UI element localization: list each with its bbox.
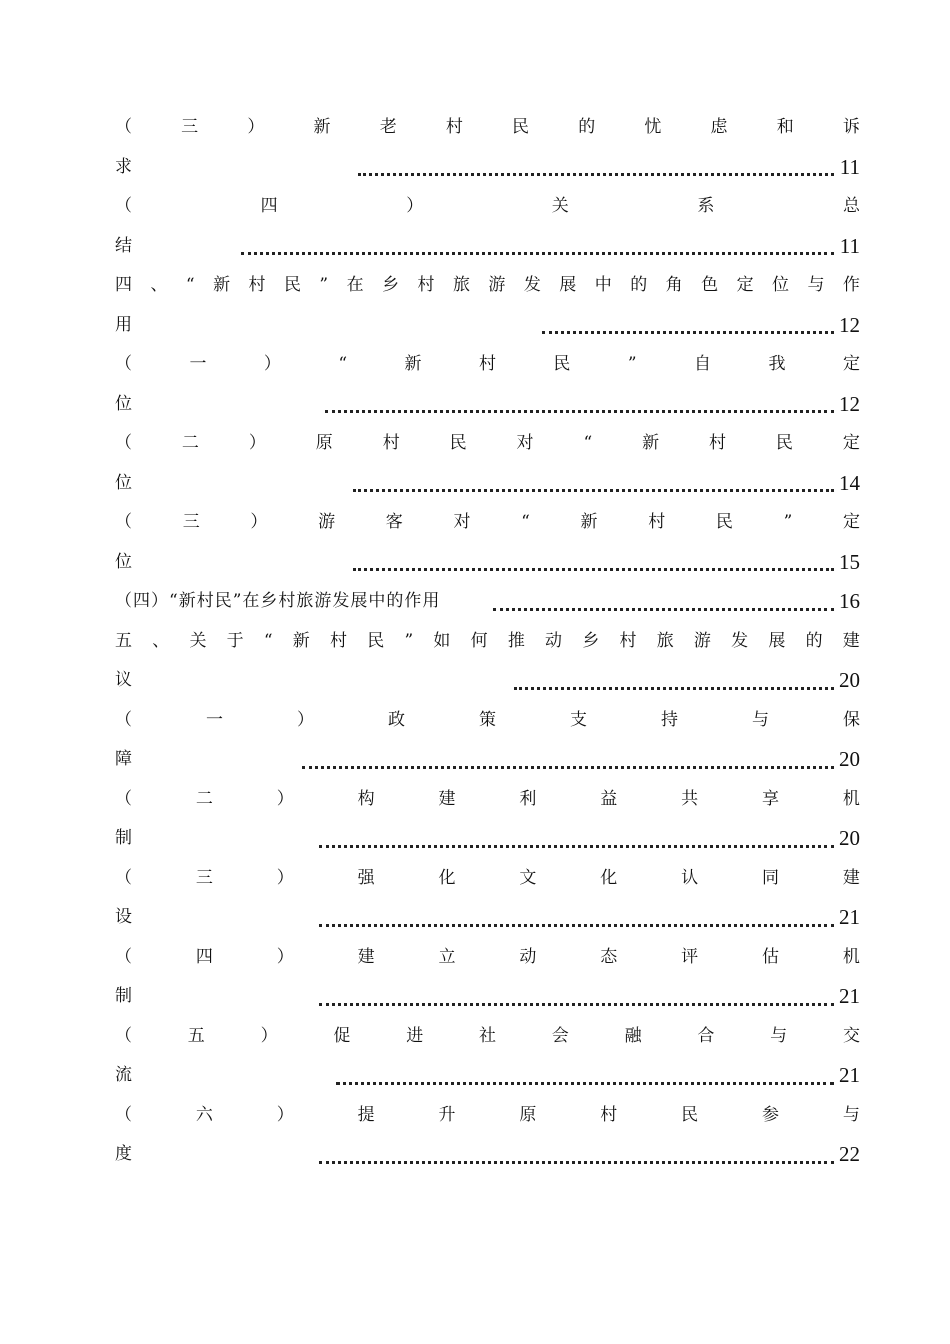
toc-title-char: （ [115,512,132,532]
toc-title-tail: 制 [115,986,132,1006]
table-of-contents [115,108,860,1175]
toc-title-char: （ [115,433,132,453]
toc-title-char: 民 [681,1104,699,1125]
toc-title-char: 中 [594,275,612,295]
toc-entry-title-line [115,780,860,820]
toc-title-char: 村 [330,630,348,651]
toc-title-char: 合 [697,1025,715,1046]
toc-title-char: 策 [479,709,496,730]
toc-title-char: 交 [842,1025,860,1046]
toc-entry-continuation-line [115,227,860,267]
dot-leader [353,489,834,492]
dot-leader [353,568,834,571]
toc-entry-continuation-line [115,661,860,701]
toc-entry[interactable] [115,701,860,780]
toc-title-char: （ [115,1104,132,1125]
toc-title-char: 政 [388,709,405,730]
toc-title-char: 支 [570,709,587,730]
toc-title-char: 定 [736,275,754,295]
toc-title-char: 如 [433,630,451,651]
toc-title-tail: 设 [115,907,132,927]
toc-title-char: 发 [523,275,541,295]
toc-entry-continuation-line [115,1056,860,1096]
toc-title-char: 五 [187,1025,205,1046]
toc-title-char: 五 [115,630,132,651]
toc-entry-title-line [115,187,860,227]
toc-title-char: 与 [807,275,825,295]
toc-title-char: “ [185,275,195,295]
toc-title-char: 的 [630,275,648,295]
toc-title-char: 新 [580,512,598,532]
toc-page-number: 22 [839,1142,860,1166]
toc-title-char: 二 [181,433,199,453]
toc-page-number: 12 [839,391,860,416]
toc-title-char: 民 [367,630,385,651]
toc-entry-continuation-line [115,898,860,938]
toc-entry-title: （四）“新村民”在乡村旅游发展中的作用 [115,591,441,611]
dot-leader [336,1082,834,1085]
toc-title-char: 对 [516,433,534,453]
toc-title-char: 民 [715,512,733,532]
toc-title-char: 构 [357,788,375,809]
toc-title-char: 我 [768,354,786,374]
toc-title-char: ） [276,788,294,809]
dot-leader [325,410,834,413]
toc-entry-title-line [115,622,860,662]
toc-title-char: 享 [762,788,779,809]
toc-title-char: 的 [805,630,823,651]
toc-entry-title-line [115,503,860,543]
toc-title-char: 村 [619,630,637,651]
toc-title-char: 发 [731,630,749,651]
toc-title-char: ） [276,1104,294,1125]
toc-page-number: 15 [839,549,860,574]
toc-entry-title-line [115,424,860,464]
toc-entry[interactable] [115,187,860,266]
toc-entry-title-line [115,345,860,385]
toc-title-tail: 流 [115,1065,132,1085]
toc-title-char: 于 [226,630,244,651]
toc-title-char: 一 [206,709,223,730]
dot-leader [241,252,834,255]
toc-title-char: 色 [701,275,719,295]
toc-title-char: 展 [559,275,577,295]
toc-title-char: 文 [519,867,537,888]
toc-title-char: “ [521,512,530,532]
toc-title-char: 总 [842,196,860,216]
toc-title-char: 同 [762,867,779,888]
toc-title-char: 客 [385,512,403,532]
toc-entry[interactable] [115,1017,860,1096]
toc-title-char: 二 [195,788,213,809]
toc-title-char: 化 [600,867,618,888]
toc-title-char: 估 [762,946,779,967]
toc-title-char: 机 [842,946,860,967]
toc-title-char: ） [276,946,294,967]
toc-title-char: 四 [115,275,132,295]
toc-title-char: 持 [661,709,678,730]
toc-title-char: 与 [842,1104,860,1125]
toc-title-char: 乡 [382,275,400,295]
toc-title-char: 展 [768,630,786,651]
toc-title-char: 民 [775,433,793,453]
toc-page-number: 12 [839,312,860,337]
dot-leader [319,1003,834,1006]
toc-entry-continuation-line [115,385,860,425]
toc-title-char: 新 [404,354,422,374]
toc-page-number: 11 [839,154,860,179]
toc-title-char: ） [250,512,268,532]
toc-title-char: 位 [772,275,790,295]
toc-title-char: 村 [445,117,463,137]
toc-entry-continuation-line [115,740,860,780]
toc-entry-continuation-line [115,306,860,346]
toc-entry[interactable] [115,266,860,345]
toc-title-char: 虑 [710,117,728,137]
toc-title-char: 角 [665,275,683,295]
toc-page-number: 21 [839,984,860,1008]
toc-title-char: 新 [313,117,331,137]
dot-leader [302,766,834,769]
toc-title-char: 民 [512,117,530,137]
toc-entry[interactable] [115,503,860,582]
toc-title-char: 、 [152,630,170,651]
toc-title-char: 村 [382,433,400,453]
toc-title-char: 旅 [452,275,470,295]
toc-entry[interactable] [115,622,860,701]
toc-title-char: 强 [357,867,375,888]
toc-entry[interactable] [115,780,860,859]
toc-entry-title-line [115,938,860,978]
toc-title-char: （ [115,117,132,137]
toc-title-char: 益 [600,788,618,809]
toc-title-char: 在 [346,275,364,295]
toc-title-char: 建 [842,630,860,651]
toc-title-char: 对 [453,512,471,532]
toc-title-char: 游 [318,512,336,532]
toc-title-char: 推 [507,630,525,651]
toc-title-char: 化 [438,867,456,888]
toc-entry-title-line [115,1017,860,1057]
toc-title-char: 自 [694,354,712,374]
toc-title-tail: 用 [115,314,132,335]
toc-entry-line [115,582,860,622]
toc-title-char: 与 [770,1025,788,1046]
toc-title-char: 建 [438,788,456,809]
toc-title-char: ） [248,433,266,453]
toc-title-tail: 障 [115,749,132,769]
toc-title-char: 四 [195,946,213,967]
toc-title-char: “ [338,354,348,374]
toc-title-char: 作 [842,275,860,295]
toc-title-char: ） [263,354,281,374]
toc-title-char: 动 [545,630,563,651]
toc-entry-continuation-line [115,148,860,188]
toc-title-tail: 议 [115,670,132,690]
toc-title-char: 四 [260,196,278,216]
toc-title-char: 参 [762,1104,779,1125]
toc-title-char: 和 [776,117,794,137]
toc-title-char: “ [263,630,273,651]
dot-leader [319,845,834,848]
toc-entry-continuation-line [115,1135,860,1175]
toc-entry[interactable] [115,582,860,622]
toc-entry-title-line [115,266,860,306]
toc-title-char: （ [115,196,132,216]
toc-title-char: 态 [600,946,618,967]
toc-title-char: 升 [438,1104,456,1125]
toc-title-char: 社 [478,1025,496,1046]
toc-title-char: 诉 [842,117,860,137]
toc-title-char: 老 [379,117,397,137]
toc-title-char: 游 [488,275,506,295]
toc-title-char: （ [115,867,132,888]
toc-title-char: 、 [150,275,168,295]
toc-title-char: 建 [357,946,375,967]
toc-entry-continuation-line [115,464,860,504]
toc-title-char: 立 [438,946,456,967]
toc-title-char: 村 [648,512,666,532]
toc-title-tail: 制 [115,828,132,848]
toc-title-char: （ [115,946,132,967]
toc-title-char: 三 [182,512,200,532]
toc-title-tail: 求 [115,156,132,177]
toc-title-char: 关 [551,196,569,216]
toc-title-tail: 位 [115,551,132,572]
toc-title-char: 村 [478,354,496,374]
toc-title-char: 定 [842,354,860,374]
toc-title-char: ） [247,117,265,137]
toc-title-char: 共 [681,788,699,809]
toc-title-tail: 位 [115,472,132,493]
toc-title-char: 六 [195,1104,213,1125]
toc-title-char: 的 [578,117,596,137]
toc-entry-continuation-line [115,543,860,583]
toc-page-number: 14 [839,470,860,495]
toc-entry-continuation-line [115,819,860,859]
toc-title-char: ” [319,275,329,295]
dot-leader [319,924,834,927]
toc-page-number: 20 [839,668,860,692]
toc-title-char: 村 [600,1104,618,1125]
dot-leader [493,608,834,611]
toc-title-char: ） [260,1025,278,1046]
toc-page-number: 20 [839,826,860,850]
toc-title-char: “ [583,433,593,453]
toc-page-number: 20 [839,747,860,771]
toc-title-char: 民 [449,433,467,453]
toc-title-char: 一 [189,354,207,374]
toc-title-char: 新 [213,275,231,295]
toc-title-char: 忧 [644,117,662,137]
toc-entry-title-line [115,108,860,148]
toc-entry-title-line [115,1096,860,1136]
toc-title-char: 民 [553,354,571,374]
toc-title-char: （ [115,1025,132,1046]
toc-title-char: 三 [181,117,199,137]
toc-title-char: 村 [417,275,435,295]
toc-title-char: ” [783,512,793,532]
toc-title-tail: 度 [115,1144,132,1164]
toc-entry-title-line [115,701,860,741]
toc-entry-title-line [115,859,860,899]
toc-entry[interactable] [115,345,860,424]
toc-title-char: ） [276,867,294,888]
toc-title-tail: 位 [115,393,132,414]
toc-page-number: 21 [839,1063,860,1087]
toc-title-char: 提 [357,1104,375,1125]
toc-page-number: 21 [839,905,860,929]
toc-entry[interactable] [115,1096,860,1175]
toc-title-char: ） [297,709,314,730]
toc-title-char: ” [404,630,414,651]
toc-title-char: 新 [642,433,660,453]
toc-page-number: 16 [839,589,860,613]
toc-entry[interactable] [115,938,860,1017]
toc-title-char: 定 [842,512,860,532]
toc-title-char: 旅 [656,630,674,651]
toc-title-char: 游 [693,630,711,651]
toc-title-char: 融 [624,1025,642,1046]
toc-title-char: 乡 [582,630,600,651]
toc-title-char: 保 [843,709,860,730]
toc-entry-continuation-line [115,977,860,1017]
toc-title-char: 关 [189,630,207,651]
toc-title-char: 动 [519,946,537,967]
toc-title-char: 民 [283,275,301,295]
toc-title-char: 何 [470,630,488,651]
toc-title-char: 定 [842,433,860,453]
toc-entry[interactable] [115,424,860,503]
toc-title-char: 会 [551,1025,569,1046]
dot-leader [514,687,834,690]
toc-title-tail: 结 [115,235,132,256]
toc-title-char: 认 [681,867,699,888]
toc-title-char: 新 [292,630,310,651]
toc-entry[interactable] [115,859,860,938]
toc-title-char: 与 [752,709,769,730]
toc-title-char: 系 [697,196,715,216]
toc-title-char: 建 [842,867,860,888]
toc-title-char: 村 [709,433,726,453]
toc-title-char: 评 [681,946,699,967]
toc-entry[interactable] [115,108,860,187]
toc-title-char: 机 [842,788,860,809]
toc-title-char: 促 [333,1025,351,1046]
toc-title-char: 三 [195,867,213,888]
toc-title-char: （ [115,788,132,809]
toc-title-char: 进 [406,1025,424,1046]
toc-page-number: 11 [839,233,860,258]
toc-title-char: 原 [315,433,333,453]
toc-title-char: 利 [519,788,537,809]
toc-title-char: ” [627,354,637,374]
toc-title-char: 村 [248,275,266,295]
dot-leader [542,331,834,334]
dot-leader [319,1161,834,1164]
toc-title-char: ） [406,196,424,216]
dot-leader [358,173,834,176]
toc-title-char: 原 [519,1104,537,1125]
toc-title-char: （ [115,354,132,374]
toc-title-char: （ [115,709,132,730]
